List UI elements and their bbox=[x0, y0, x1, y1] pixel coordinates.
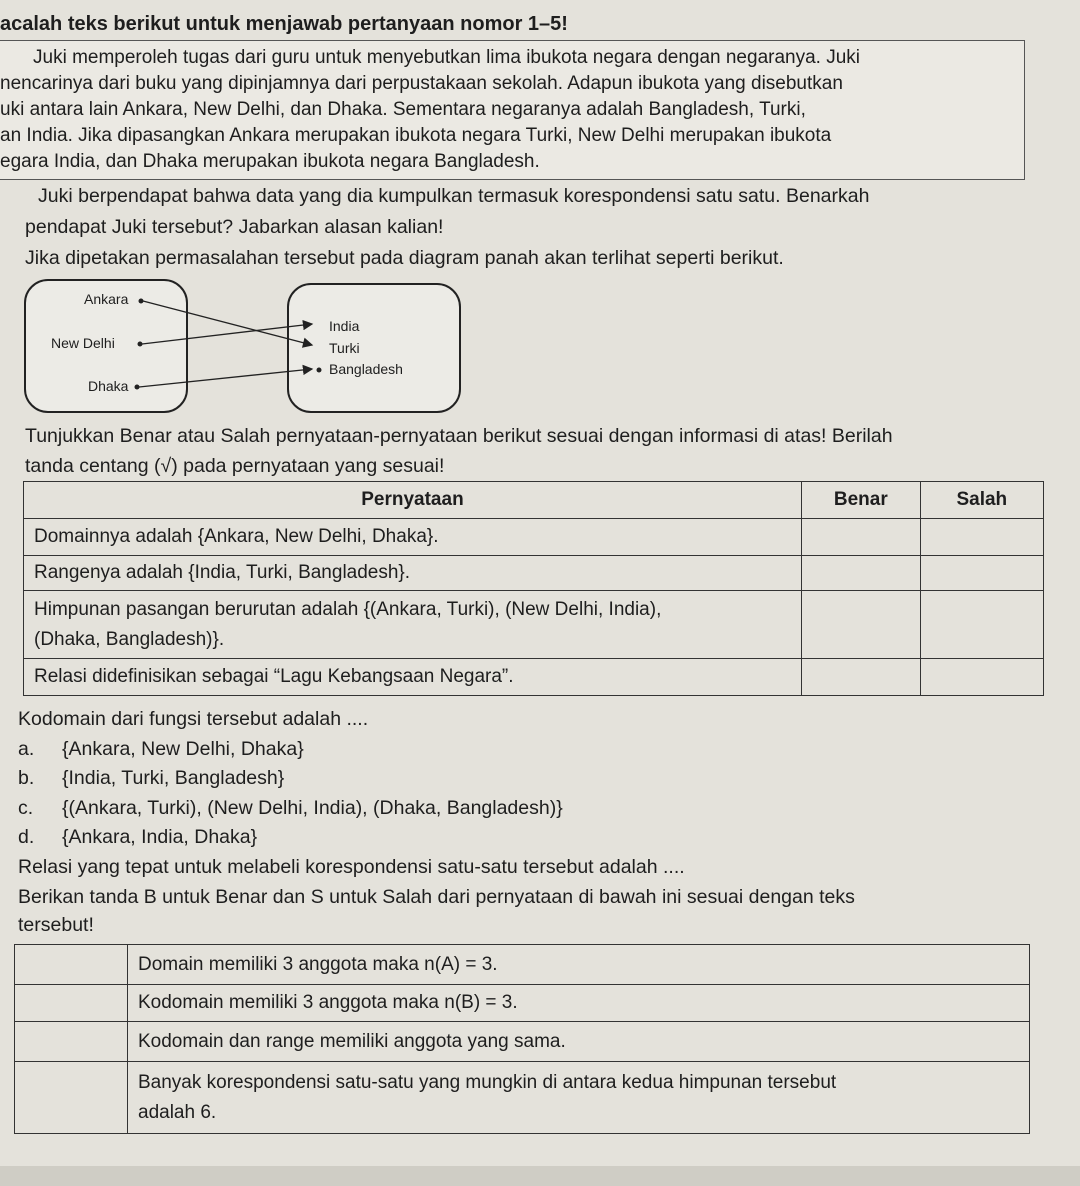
option-b-letter: b. bbox=[18, 767, 35, 789]
salah-checkbox-cell[interactable] bbox=[920, 659, 1043, 696]
dot-bangladesh bbox=[317, 368, 322, 373]
option-b[interactable]: {India, Turki, Bangladesh} bbox=[62, 767, 285, 789]
statement-cell: Relasi didefinisikan sebagai “Lagu Kebangsaan Negara”. bbox=[24, 659, 802, 696]
domain-item-dhaka: Dhaka bbox=[88, 378, 129, 394]
dot-dhaka bbox=[135, 385, 140, 390]
passage-line: an India. Jika dipasangkan Ankara merupakan ibukota negara Turki, New Delhi merupakan ibukota bbox=[0, 125, 832, 146]
header-benar: Benar bbox=[801, 482, 920, 519]
option-d[interactable]: {Ankara, India, Dhaka} bbox=[62, 826, 258, 848]
statement-cell: Domain memiliki 3 anggota maka n(A) = 3. bbox=[128, 945, 1030, 985]
header-salah: Salah bbox=[920, 482, 1043, 519]
arrow-new-delhi-india bbox=[142, 324, 312, 344]
benar-checkbox-cell[interactable] bbox=[801, 519, 920, 556]
domain-item-ankara: Ankara bbox=[84, 291, 129, 307]
statement-cell: Rangenya adalah {India, Turki, Bangladesh}. bbox=[24, 556, 802, 591]
statement-cell: Kodomain memiliki 3 anggota maka n(B) = 3. bbox=[128, 985, 1030, 1022]
benar-checkbox-cell[interactable] bbox=[801, 659, 920, 696]
true-false-table bbox=[23, 481, 1044, 696]
passage-line: nencarinya dari buku yang dipinjamnya dari perpustakaan sekolah. Adapun ibukota yang disebutkan bbox=[0, 73, 843, 94]
answer-cell[interactable] bbox=[15, 1022, 128, 1062]
domain-item-new-delhi: New Delhi bbox=[51, 335, 115, 351]
instruction-line: tanda centang (√) pada pernyataan yang sesuai! bbox=[25, 455, 445, 477]
statement-line: Banyak korespondensi satu-satu yang mungkin di antara kedua himpunan tersebut bbox=[138, 1071, 837, 1093]
question-line: Jika dipetakan permasalahan tersebut pada diagram panah akan terlihat seperti berikut. bbox=[25, 247, 784, 269]
section-heading: acalah teks berikut untuk menjawab pertanyaan nomor 1–5! bbox=[0, 13, 568, 35]
passage-line: egara India, dan Dhaka merupakan ibukota negara Bangladesh. bbox=[0, 151, 540, 172]
b-s-table bbox=[14, 944, 1030, 1134]
statement-line: (Dhaka, Bangladesh)}. bbox=[34, 628, 225, 650]
option-c[interactable]: {(Ankara, Turki), (New Delhi, India), (Dhaka, Bangladesh)} bbox=[62, 797, 563, 819]
option-d-letter: d. bbox=[18, 826, 35, 848]
question-line: pendapat Juki tersebut? Jabarkan alasan kalian! bbox=[25, 216, 444, 238]
codomain-item-bangladesh: Bangladesh bbox=[329, 361, 403, 377]
codomain-item-turki: Turki bbox=[329, 340, 360, 356]
instruction-line: Tunjukkan Benar atau Salah pernyataan-pernyataan berikut sesuai dengan informasi di atas! Berilah bbox=[25, 425, 893, 447]
statement-cell: Domainnya adalah {Ankara, New Delhi, Dhaka}. bbox=[24, 519, 802, 556]
option-a-letter: a. bbox=[18, 738, 35, 760]
salah-checkbox-cell[interactable] bbox=[920, 556, 1043, 591]
codomain-item-india: India bbox=[329, 318, 360, 334]
statement-line: Himpunan pasangan berurutan adalah {(Ankara, Turki), (New Delhi, India), bbox=[34, 598, 662, 620]
salah-checkbox-cell[interactable] bbox=[920, 519, 1043, 556]
answer-cell[interactable] bbox=[15, 945, 128, 985]
benar-checkbox-cell[interactable] bbox=[801, 556, 920, 591]
arrow-ankara-turki bbox=[143, 301, 312, 345]
benar-checkbox-cell[interactable] bbox=[801, 591, 920, 659]
salah-checkbox-cell[interactable] bbox=[920, 591, 1043, 659]
instruction-line: Berikan tanda B untuk Benar dan S untuk Salah dari pernyataan di bawah ini sesuai dengan teks bbox=[18, 886, 855, 908]
statement-cell bbox=[128, 1062, 1030, 1134]
dot-new-delhi bbox=[138, 342, 143, 347]
passage-line: Juki memperoleh tugas dari guru untuk menyebutkan lima ibukota negara dengan negaranya. Juki bbox=[33, 47, 861, 68]
statement-line: adalah 6. bbox=[138, 1101, 217, 1123]
passage-line: uki antara lain Ankara, New Delhi, dan Dhaka. Sementara negaranya adalah Bangladesh, Turki, bbox=[0, 99, 806, 120]
answer-cell[interactable] bbox=[15, 985, 128, 1022]
answer-cell[interactable] bbox=[15, 1062, 128, 1134]
q3-question: Relasi yang tepat untuk melabeli korespondensi satu-satu tersebut adalah .... bbox=[18, 856, 685, 878]
statement-cell: Kodomain dan range memiliki anggota yang sama. bbox=[128, 1022, 1030, 1062]
option-a[interactable]: {Ankara, New Delhi, Dhaka} bbox=[62, 738, 304, 760]
question-line: Juki berpendapat bahwa data yang dia kumpulkan termasuk korespondensi satu satu. Benarkah bbox=[38, 185, 870, 207]
statement-cell bbox=[24, 591, 802, 659]
page-bottom-edge bbox=[0, 1166, 1080, 1186]
dot-ankara bbox=[139, 299, 144, 304]
q2-question: Kodomain dari fungsi tersebut adalah .... bbox=[18, 708, 369, 730]
header-pernyataan: Pernyataan bbox=[24, 482, 802, 519]
instruction-line: tersebut! bbox=[18, 914, 94, 936]
option-c-letter: c. bbox=[18, 797, 34, 819]
arrow-dhaka-bangladesh bbox=[139, 369, 312, 387]
mapping-arrows bbox=[0, 0, 1080, 430]
